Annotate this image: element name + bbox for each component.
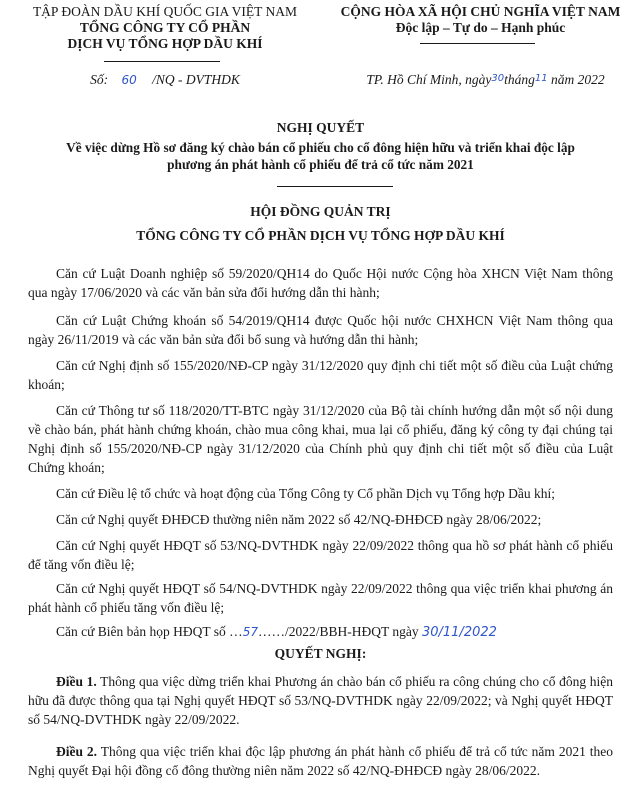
article-label: Điều 2. (56, 744, 98, 759)
national-motto (320, 4, 641, 36)
company-name-line1: TỔNG CÔNG TY CỔ PHẦN (79, 20, 251, 35)
basis-paragraph: Căn cứ Luật Chứng khoán số 54/2019/QH14 được Quốc hội nước CHXHCN Việt Nam thông qua ngày 26/11/2019 và các văn bản sửa đổi bổ sung và hướng dẫn thi hành; (28, 313, 613, 347)
header-left-divider (104, 61, 220, 62)
document-date (330, 72, 641, 88)
so-suffix: /NQ - DVTHDK (152, 72, 240, 87)
document-subtitle-line1: Về việc dừng Hồ sơ đăng ký chào bán cổ phiếu cho cổ đông hiện hữu và triển khai độc lập (66, 140, 575, 155)
date-prefix: TP. Hồ Chí Minh, ngày (366, 72, 492, 87)
basis-paragraph: Căn cứ Nghị quyết HĐQT số 54/NQ-DVTHDK ngày 22/09/2022 thông qua việc triển khai phương án phát hành cổ phiếu tăng vốn điều lệ; (28, 581, 613, 615)
so-label: Số: (90, 72, 109, 87)
minutes-basis-paragraph (28, 622, 613, 642)
issuing-organization (0, 4, 330, 52)
article-text: Thông qua việc dừng triển khai Phương án chào bán cổ phiếu ra công chúng cho cổ đông hiện hữu đã được thông qua tại Nghị quyết HĐQT số 53/NQ-DVTHDK ngày 22/09/2022; và Nghị quyết HĐQT số 54/NQ-DVTHDK ngày 22/09/2022. (28, 674, 613, 727)
year-text: năm 2022 (551, 72, 605, 87)
handwritten-month: 11 (534, 73, 548, 84)
basis-paragraph: Căn cứ Nghị quyết HĐQT số 53/NQ-DVTHDK ngày 22/09/2022 thông qua hồ sơ phát hành cổ phiếu để tăng vốn điều lệ; (28, 538, 613, 572)
basis-paragraph: Căn cứ Thông tư số 118/2020/TT-BTC ngày 31/12/2020 của Bộ tài chính hướng dẫn một số nội dung về chào bán, phát hành chứng khoán, chào mua công khai, mua lại cổ phiếu, đăng ký công ty đại chúng tại Nghị định số 155/2020/NĐ-CP ngày 31/12/2020 của Chính phủ quy định chi tiết một số điều của Luật Chứng khoán; (28, 403, 613, 475)
minutes-prefix: Căn cứ Biên bản họp HĐQT số … (56, 624, 243, 639)
article-label: Điều 1. (56, 674, 97, 689)
handwritten-minutes-number: 57 (242, 625, 258, 639)
header-right-divider (420, 43, 535, 44)
document-number (0, 72, 330, 88)
article-2 (28, 742, 613, 780)
basis-paragraph: Căn cứ Nghị định số 155/2020/NĐ-CP ngày 31/12/2020 quy định chi tiết một số điều của Luật chứng khoán; (28, 358, 613, 392)
document-title: NGHỊ QUYẾT (276, 120, 365, 135)
issuer-company: TỔNG CÔNG TY CỔ PHẦN DỊCH VỤ TỔNG HỢP DẦU KHÍ (136, 228, 505, 243)
basis-paragraph: Căn cứ Nghị quyết ĐHĐCĐ thường niên năm 2022 số 42/NQ-ĐHĐCĐ ngày 28/06/2022; (56, 512, 542, 527)
month-label: tháng (504, 72, 535, 87)
issuer-board: HỘI ĐỒNG QUẢN TRỊ (250, 204, 391, 219)
country-name: CỘNG HÒA XÃ HỘI CHỦ NGHĨA VIỆT NAM (340, 4, 621, 19)
basis-paragraph: Căn cứ Luật Doanh nghiệp số 59/2020/QH14 do Quốc Hội nước Cộng hòa XHCN Việt Nam thông qua ngày 17/06/2020 và các văn bản sửa đổi hướng dẫn thi hành; (28, 266, 613, 300)
motto: Độc lập – Tự do – Hạnh phúc (395, 20, 566, 35)
handwritten-day: 30 (491, 73, 505, 84)
handwritten-number: 60 (121, 73, 137, 87)
basis-paragraph: Căn cứ Điều lệ tổ chức và hoạt động của Tổng Công ty Cổ phần Dịch vụ Tổng hợp Dầu khí; (56, 486, 555, 501)
resolution-heading: QUYẾT NGHỊ: (274, 646, 367, 661)
title-divider (277, 186, 393, 187)
document-subtitle-line2: phương án phát hành cổ phiếu để trả cổ tức năm 2021 (167, 157, 474, 172)
minutes-middle: ……/2022/BBH-HĐQT ngày (257, 624, 422, 639)
article-text: Thông qua việc triển khai độc lập phương án phát hành cổ phiếu để trả cổ tức năm 2021 theo Nghị quyết Đại hội đồng cổ đông thường niên năm 2022 số 42/NQ-ĐHĐCĐ ngày 28/06/2022. (28, 744, 613, 778)
company-name-line2: DỊCH VỤ TỔNG HỢP DẦU KHÍ (67, 36, 263, 51)
article-1 (28, 672, 613, 729)
handwritten-minutes-date: 30/11/2022 (421, 625, 497, 640)
parent-org-name: TẬP ĐOÀN DẦU KHÍ QUỐC GIA VIỆT NAM (32, 4, 298, 19)
